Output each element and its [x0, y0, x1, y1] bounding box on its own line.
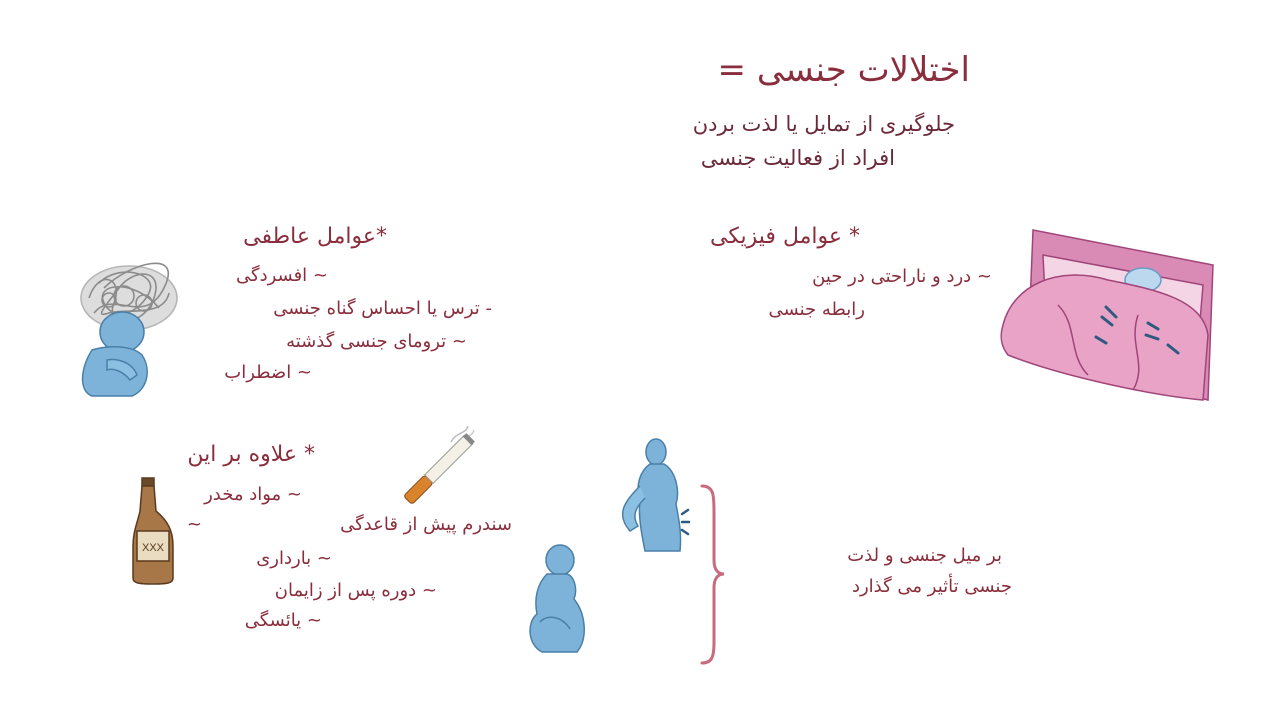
- bed-pain-icon: [998, 225, 1218, 405]
- moreover-heading: * علاوه بر این: [187, 442, 315, 467]
- physical-line-2: رابطه جنسی: [768, 299, 865, 320]
- curly-bracket-icon: [696, 482, 726, 667]
- moreover-item-pregnancy: ~ بارداری: [256, 548, 332, 569]
- pregnant-woman-icon: [522, 544, 592, 656]
- moreover-item-postpartum: ~ دوره پس از زایمان: [274, 580, 437, 601]
- bracket-note-line-2: جنسی تأثیر می گذارد: [851, 576, 1012, 597]
- moreover-item-drugs: ~ مواد مخدر: [204, 484, 302, 505]
- sad-person-icon: [72, 310, 162, 400]
- emotional-item-4: ~ اضطراب: [224, 362, 312, 383]
- subtitle-line-1: جلوگیری از تمایل یا لذت بردن: [692, 112, 955, 136]
- moreover-item-menopause: ~ یائسگی: [244, 610, 322, 631]
- moreover-item-tilde: ~: [186, 514, 202, 535]
- emotional-item-1: ~ افسردگی: [236, 265, 328, 286]
- emotional-item-2: - ترس یا احساس گناه جنسی: [273, 298, 492, 319]
- emotional-item-3: ~ ترومای جنسی گذشته: [286, 331, 467, 352]
- page-title: اختلالات جنسی =: [717, 50, 970, 90]
- bottle-icon: [128, 476, 178, 586]
- bracket-note-line-1: بر میل جنسی و لذت: [847, 545, 1002, 566]
- emotional-heading: *عوامل عاطفی: [243, 224, 387, 249]
- moreover-item-pms: سندرم پیش از قاعدگی: [340, 514, 512, 535]
- physical-heading: * عوامل فیزیکی: [710, 224, 860, 249]
- bottle-label: XXX: [141, 542, 165, 554]
- subtitle-line-2: افراد از فعالیت جنسی: [700, 146, 895, 170]
- cigarette-icon: [396, 422, 486, 508]
- woman-cramp-icon: [610, 436, 690, 556]
- physical-line-1: ~ درد و ناراحتی در حین: [812, 266, 992, 287]
